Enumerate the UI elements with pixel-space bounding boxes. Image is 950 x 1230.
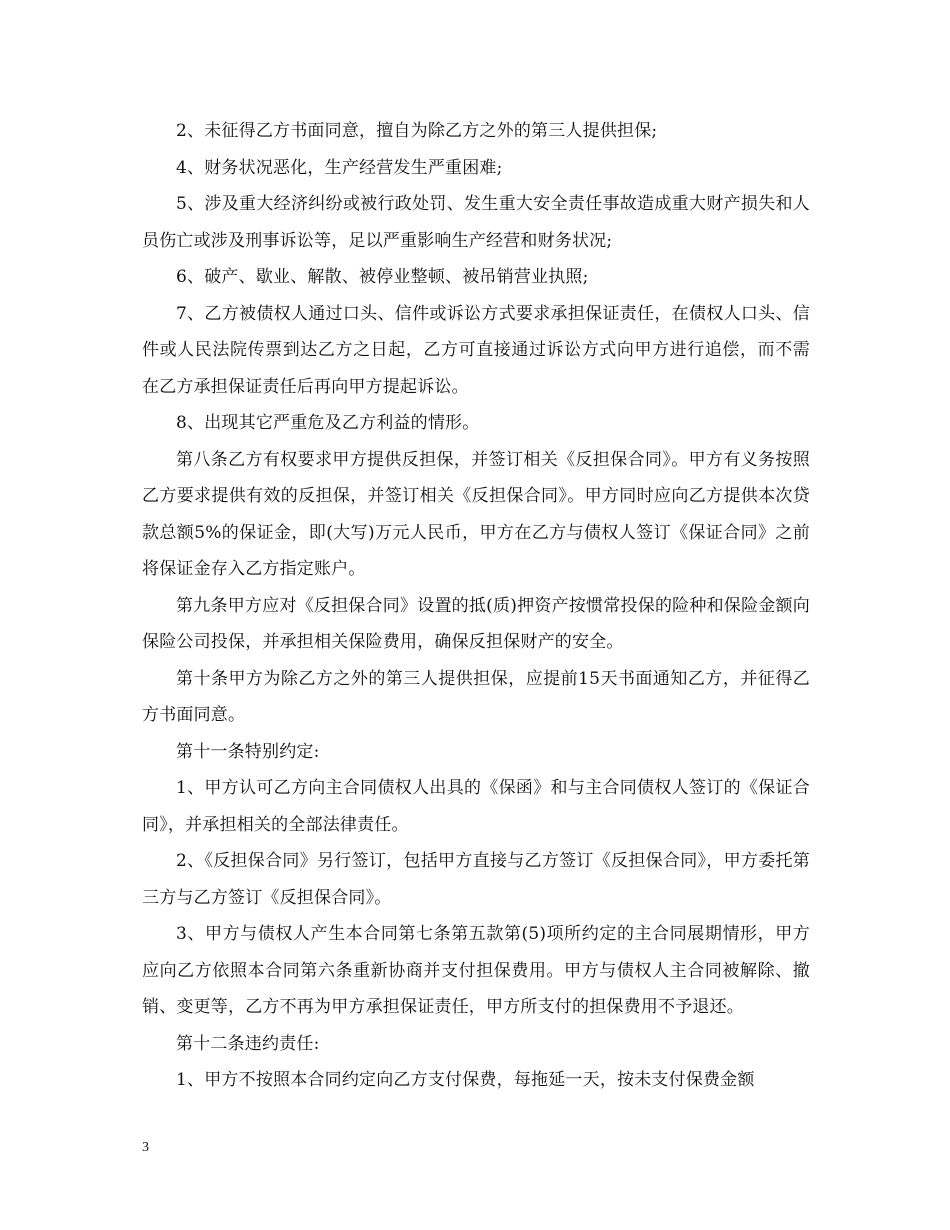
paragraph-article-12-item-1: 1、甲方不按照本合同约定向乙方支付保费，每拖延一天，按未支付保费金额 — [176, 1070, 755, 1090]
paragraph-article-11-item-3: 3、甲方与债权人产生本合同第七条第五款第(5)项所约定的主合同展期情形，甲方应向乙方依照本合同第六条重新协商并支付担保费用。甲方与债权人主合同被解除、撤销、变更等，乙方不再为甲方承担保证责任，甲方所支付的担保费用不予退还。 — [142, 924, 810, 1017]
paragraph-clause-8: 8、出现其它严重危及乙方利益的情形。 — [176, 413, 480, 433]
paragraph-clause-2: 2、未征得乙方书面同意，擅自为除乙方之外的第三人提供担保; — [176, 121, 658, 141]
paragraph-clause-5: 5、涉及重大经济纠纷或被行政处罚、发生重大安全责任事故造成重大财产损失和人员伤亡或涉及刑事诉讼等，足以严重影响生产经营和财务状况; — [142, 194, 810, 251]
page-number: 3 — [142, 1140, 149, 1155]
paragraph-article-10: 第十条甲方为除乙方之外的第三人提供担保，应提前15天书面通知乙方，并征得乙方书面同意。 — [142, 668, 810, 725]
paragraph-clause-7: 7、乙方被债权人通过口头、信件或诉讼方式要求承担保证责任，在债权人口头、信件或人民法院传票到达乙方之日起，乙方可直接通过诉讼方式向甲方进行追偿，而不需在乙方承担保证责任后再向甲方提起诉讼。 — [142, 303, 810, 397]
paragraph-clause-4: 4、财务状况恶化，生产经营发生严重困难; — [176, 157, 503, 178]
heading-article-12: 第十二条违约责任: — [176, 1033, 320, 1054]
paragraph-article-11-item-1: 1、甲方认可乙方向主合同债权人出具的《保函》和与主合同债权人签订的《保证合同》，并承担相关的全部法律责任。 — [142, 778, 810, 835]
paragraph-article-11-item-2: 2、《反担保合同》另行签订，包括甲方直接与乙方签订《反担保合同》，甲方委托第三方与乙方签订《反担保合同》。 — [142, 851, 810, 908]
paragraph-article-9: 第九条甲方应对《反担保合同》设置的抵(质)押资产按惯常投保的险种和保险金额向保险公司投保，并承担相关保险费用，确保反担保财产的安全。 — [142, 595, 810, 652]
paragraph-article-8: 第八条乙方有权要求甲方提供反担保，并签订相关《反担保合同》。甲方有义务按照乙方要求提供有效的反担保，并签订相关《反担保合同》。甲方同时应向乙方提供本次贷款总额5%的保证金，即(大写)万元人民币，甲方在乙方与债权人签订《保证合同》之前将保证金存入乙方指定账户。 — [142, 449, 810, 579]
document-body — [142, 113, 810, 1099]
heading-article-11: 第十一条特别约定: — [176, 741, 320, 762]
paragraph-clause-6: 6、破产、歇业、解散、被停业整顿、被吊销营业执照; — [176, 267, 589, 287]
